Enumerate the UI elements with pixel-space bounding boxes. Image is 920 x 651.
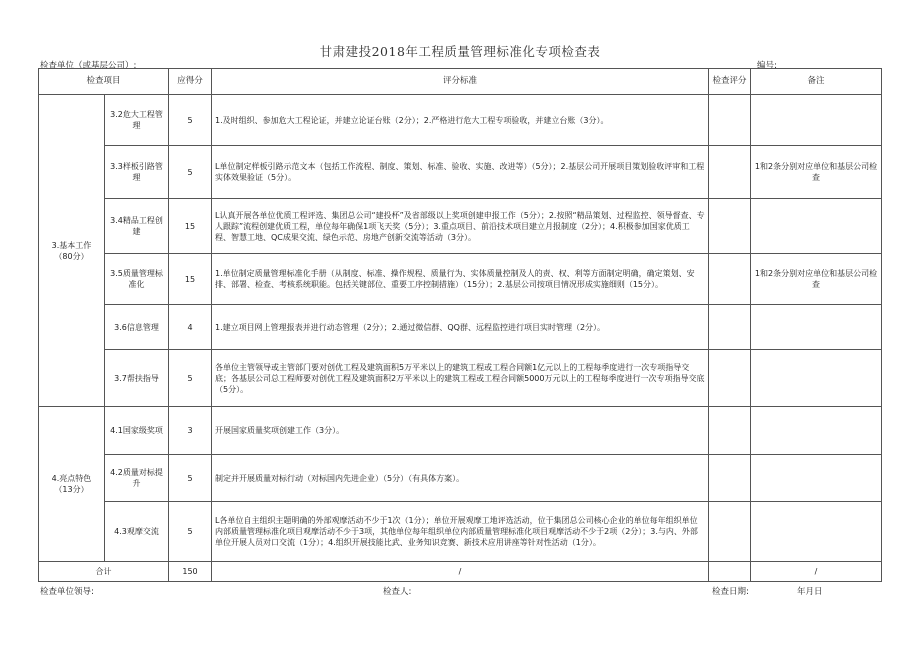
score-cell: 15 <box>169 199 212 254</box>
table-row <box>39 254 882 305</box>
total-check-score-cell[interactable] <box>709 562 751 582</box>
sub-item: 4.2质量对标提升 <box>105 455 169 502</box>
inspection-table <box>38 68 882 582</box>
score-cell: 5 <box>169 95 212 146</box>
page-title: 甘肃建投2018年工程质量管理标准化专项检查表 <box>319 44 601 59</box>
table-row <box>39 350 882 407</box>
criteria-cell: L单位制定样板引路示范文本（包括工作流程、制度、策划、标准、验收、实施、改进等）（5分）；2.基层公司开展项目策划验收评审和工程实体效果验证（5分）。 <box>212 146 709 199</box>
leader-signature-label: 检查单位领导: <box>40 587 94 597</box>
sub-item: 4.3观摩交流 <box>105 502 169 562</box>
criteria-cell: L各单位自主组织主题明确的外部观摩活动不少于1次（1分）；单位开展观摩工地评选活动，位于集团总公司核心企业的单位每年组织单位内部质量管理标准化项目观摩活动不少于3项，其他单位每年组织单位内部质量管理标准化项目观摩活动不少于2项（2分）；3.与内、外部单位开展人员对口交流（1分）；4.组织开展技能比武、业务知识竞赛、新技术应用讲座等针对性活动（1分）。 <box>212 502 709 562</box>
table-row <box>39 455 882 502</box>
score-cell: 15 <box>169 254 212 305</box>
header-score: 应得分 <box>169 69 212 95</box>
total-remark: / <box>751 562 882 582</box>
sub-item: 3.7帮扶指导 <box>105 350 169 407</box>
remark-cell <box>751 305 882 350</box>
check-score-cell[interactable] <box>709 407 751 455</box>
criteria-cell: 1.单位制定质量管理标准化手册（从制度、标准、操作规程、质量行为、实体质量控制及人的责、权、利等方面制定明确，确定策划、安排、部署、检查、考核系统职能。包括关键部位、重要工序控制措施）（15分）；2.基层公司按项目情况形成实施细则（15分）。 <box>212 254 709 305</box>
check-score-cell[interactable] <box>709 199 751 254</box>
sub-item: 3.6信息管理 <box>105 305 169 350</box>
remark-cell: 1和2条分别对应单位和基层公司检查 <box>751 254 882 305</box>
sub-item: 3.4精品工程创建 <box>105 199 169 254</box>
remark-cell <box>751 455 882 502</box>
inspection-unit-label: 检查单位（或基层公司）: <box>40 61 137 71</box>
score-cell: 5 <box>169 455 212 502</box>
table-row <box>39 305 882 350</box>
inspection-date-value: 年月日 <box>797 587 823 597</box>
inspection-date-label: 检查日期: <box>712 587 749 597</box>
sub-item: 3.2危大工程管理 <box>105 95 169 146</box>
number-label: 编号: <box>757 61 777 71</box>
score-cell: 5 <box>169 502 212 562</box>
total-label: 合计 <box>39 562 169 582</box>
check-score-cell[interactable] <box>709 502 751 562</box>
group-label-highlights: 4.亮点特色 （13分） <box>39 407 105 562</box>
check-score-cell[interactable] <box>709 95 751 146</box>
score-cell: 4 <box>169 305 212 350</box>
sub-item: 3.3样板引路管理 <box>105 146 169 199</box>
criteria-cell: 开展国家质量奖项创建工作（3分）。 <box>212 407 709 455</box>
inspector-label: 检查人: <box>383 587 412 597</box>
table-row <box>39 146 882 199</box>
table-row <box>39 407 882 455</box>
remark-cell <box>751 502 882 562</box>
criteria-cell: 制定并开展质量对标行动（对标国内先进企业）（5分）（有具体方案）。 <box>212 455 709 502</box>
criteria-cell: 1.建立项目网上管理报表并进行动态管理（2分）；2.通过微信群、QQ群、远程监控进行项目实时管理（2分）。 <box>212 305 709 350</box>
criteria-cell: L认真开展各单位优质工程评选、集团总公司“建投杯”及省部级以上奖项创建申报工作（5分）；2.按照“精品策划、过程监控、领导督查、专人跟踪”流程创建优质工程，单位每年确保1项飞天奖（5分）；3.重点项目、前沿技术项目建立月报制度（2分）；4.积极参加国家优质工程、智慧工地、QC成果交流、绿色示范、房地产创新交流等活动（3分）。 <box>212 199 709 254</box>
header-row <box>39 69 882 95</box>
check-score-cell[interactable] <box>709 146 751 199</box>
table-row <box>39 199 882 254</box>
check-score-cell[interactable] <box>709 254 751 305</box>
total-criteria: / <box>212 562 709 582</box>
table-row <box>39 95 882 146</box>
criteria-cell: 1.及时组织、参加危大工程论证，并建立论证台账（2分）；2.严格进行危大工程专项验收，并建立台账（3分）。 <box>212 95 709 146</box>
header-item: 检查项目 <box>39 69 169 95</box>
total-row <box>39 562 882 582</box>
remark-cell: 1和2条分别对应单位和基层公司检查 <box>751 146 882 199</box>
group-label-basic-work: 3.基本工作 （80分） <box>39 95 105 407</box>
table-row <box>39 502 882 562</box>
remark-cell <box>751 407 882 455</box>
remark-cell <box>751 95 882 146</box>
remark-cell <box>751 350 882 407</box>
score-cell: 5 <box>169 146 212 199</box>
header-remark: 备注 <box>751 69 882 95</box>
header-check-score: 检查评分 <box>709 69 751 95</box>
criteria-cell: 各单位主管领导或主管部门要对创优工程及建筑面积5万平米以上的建筑工程或工程合同额1亿元以上的工程每季度进行一次专项指导交底；各基层公司总工程师要对创优工程及建筑面积2万平米以上的建筑工程或工程合同额5000万元以上的工程每季度进行一次专项指导交底（5分）。 <box>212 350 709 407</box>
total-score: 150 <box>169 562 212 582</box>
score-cell: 5 <box>169 350 212 407</box>
check-score-cell[interactable] <box>709 350 751 407</box>
remark-cell <box>751 199 882 254</box>
sub-item: 3.5质量管理标准化 <box>105 254 169 305</box>
header-criteria: 评分标准 <box>212 69 709 95</box>
check-score-cell[interactable] <box>709 305 751 350</box>
score-cell: 3 <box>169 407 212 455</box>
check-score-cell[interactable] <box>709 455 751 502</box>
sub-item: 4.1国家级奖项 <box>105 407 169 455</box>
